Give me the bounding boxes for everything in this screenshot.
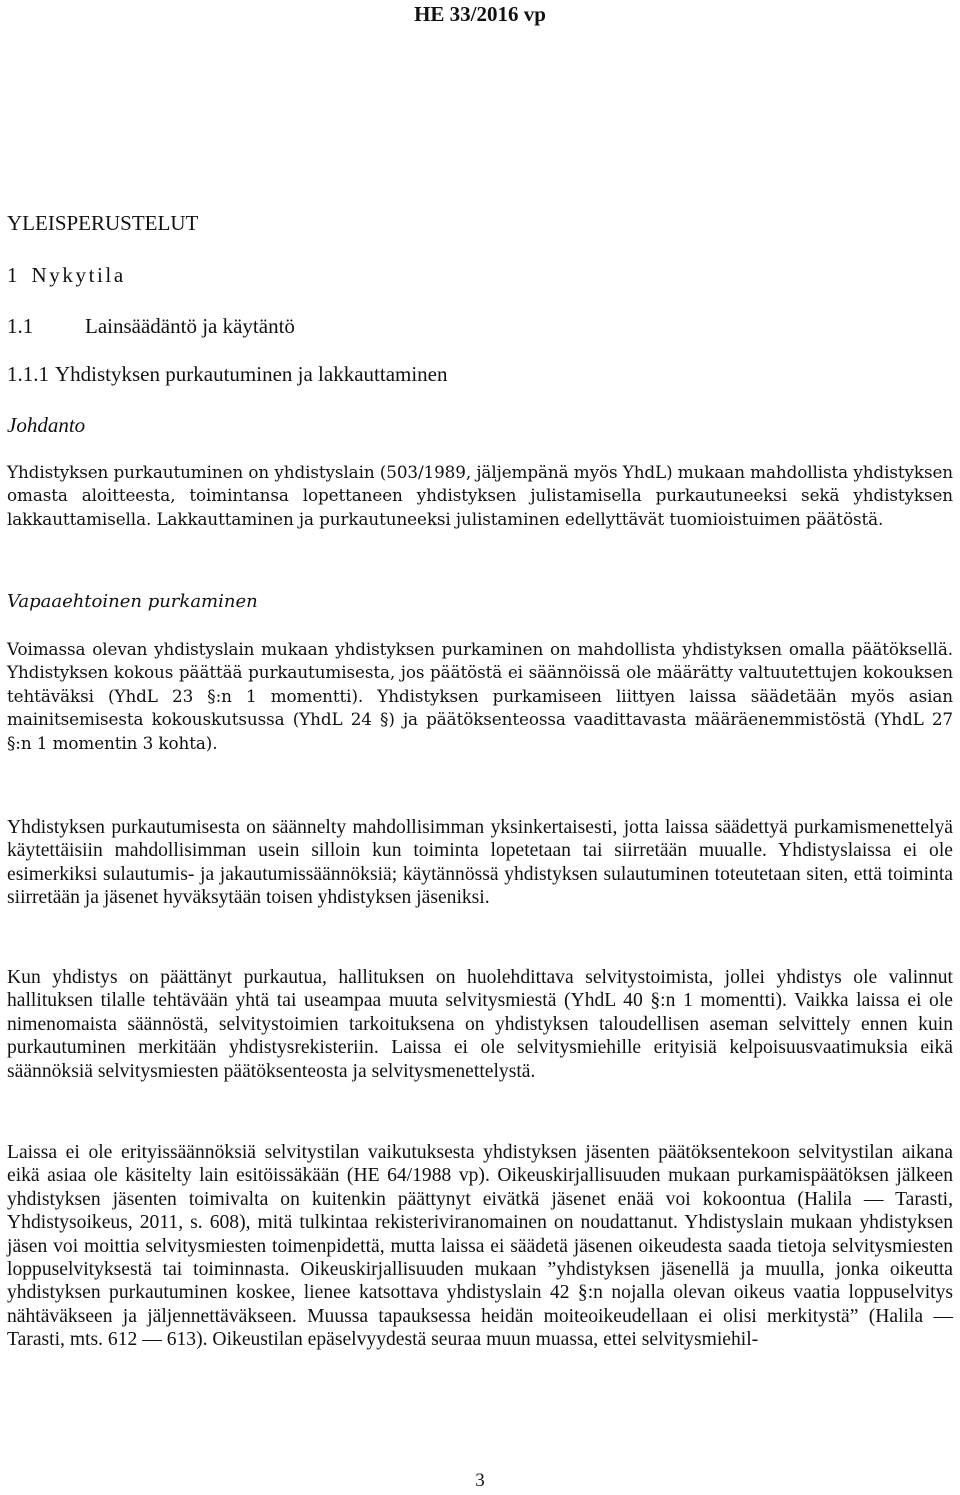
paragraph-introduction: Yhdistyksen purkautuminen on yhdistyslain (503/1989, jäljempänä myös YhdL) mukaan mahdollista yhdistyksen omasta aloitteesta, toimintansa lopettaneen yhdistyksen julistamisella purkautuneeksi sekä yhdistyksen lakkauttamisella. Lakkauttaminen ja purkautuneeksi julistaminen edellyttävät tuomioistuimen päätöstä. <box>7 462 953 529</box>
section-1-number: 1 <box>7 263 18 287</box>
paragraph-voluntary-dissolution: Voimassa olevan yhdistyslain mukaan yhdistyksen purkaminen on mahdollista yhdistyksen omalla päätöksellä. Yhdistyksen kokous päättää purkautumisesta, jos päätöstä ei säännöissä ole määrätty valtuutettujen kokouksen tehtäväksi (YhdL 23 §:n 1 momentti). Yhdistyksen purkamiseen liittyen laissa säädetään myös asian mainitsemisesta kokouskutsussa (YhdL 24 §) ja päätöksenteossa vaadittavasta määräenemmistöstä (YhdL 27 §:n 1 momentin 3 kohta). <box>7 639 953 753</box>
section-1-title: Nykytila <box>31 263 126 287</box>
introduction-heading: Johdanto <box>7 413 86 437</box>
paragraph-liquidation: Kun yhdistys on päättänyt purkautua, hallituksen on huolehdittava selvitystoimista, jollei yhdistys ole valinnut hallituksen tilalle tehtävään yhtä tai useampaa muuta selvitysmiestä (YhdL 40 §:n 1 momentti). Vaikka laissa ei ole nimenomaista säännöstä, selvitystoimien tarkoituksena on yhdistyksen taloudellisen aseman selvittely ennen kuin purkautuminen merkitään yhdistysrekisteriin. Laissa ei ole selvitysmiehille erityisiä kelpoisuusvaatimuksia eikä säännöksiä selvitysmiesten päätöksenteosta ja selvitysmenettelystä. <box>7 967 953 1082</box>
section-1-1-heading <box>7 313 295 339</box>
section-1-1-1-heading <box>7 361 448 387</box>
section-1-1-1-number: 1.1.1 <box>7 362 49 386</box>
section-1-1-1-title: Yhdistyksen purkautuminen ja lakkauttaminen <box>55 362 448 386</box>
document-id-header: HE 33/2016 vp <box>414 2 546 26</box>
section-1-1-title: Lainsäädäntö ja käytäntö <box>85 314 295 338</box>
paragraph-simplicity: Yhdistyksen purkautumisesta on säännelty mahdollisimman yksinkertaisesti, jotta laissa säädettyä purkamismenettelyä käytettäisiin mahdollisimman usein silloin kun toiminta lopetetaan tai siirretään muualle. Yhdistyslaissa ei ole esimerkiksi sulautumis- ja jakautumissäännöksiä; käytännössä yhdistyksen sulautuminen toteutetaan siten, että toiminta siirretään ja jäsenet hyväksytään toisen yhdistyksen jäseniksi. <box>7 817 953 909</box>
paragraph-liquidation-effects: Laissa ei ole erityissäännöksiä selvitystilan vaikutuksesta yhdistyksen jäsenten päätöksentekoon selvitystilan aikana eikä asiaa ole käsitelty lain esitöissäkään (HE 64/1988 vp). Oikeuskirjallisuuden mukaan purkamispäätöksen jälkeen yhdistyksen jäsenten toimivalta on kuitenkin päättynyt eivätkä jäsenet enää voi kokoontua (Halila — Tarasti, Yhdistysoikeus, 2011, s. 608), mitä tulkintaa rekisteriviranomainen on noudattanut. Yhdistyslain mukaan yhdistyksen jäsen voi moittia selvitysmiesten toimenpidettä, mutta laissa ei säädetä jäsenen oikeudesta saada tietoja selvitysmiesten loppuselvityksestä tai toiminnasta. Oikeuskirjallisuuden mukaan ”yhdistyksen jäsenellä ja muulla, jonka oikeutta yhdistyksen purkautuminen koskee, lienee katsottava yhdistyslain 42 §:n nojalla olevan oikeus vaatia loppuselvitys nähtäväkseen ja jäljennettäväkseen. Muussa tapauksessa heidän moiteoikeudellaan ei olisi merkitystä” (Halila — Tarasti, mts. 612 — 613). Oikeustilan epäselvyydestä seuraa muun muassa, ettei selvitysmiehil- <box>7 1142 953 1351</box>
page-number: 3 <box>475 1470 485 1491</box>
main-heading: YLEISPERUSTELUT <box>7 211 199 235</box>
section-1-1-number: 1.1 <box>7 314 34 338</box>
section-1-heading <box>7 262 126 288</box>
voluntary-dissolution-heading: Vapaaehtoinen purkaminen <box>7 591 258 612</box>
